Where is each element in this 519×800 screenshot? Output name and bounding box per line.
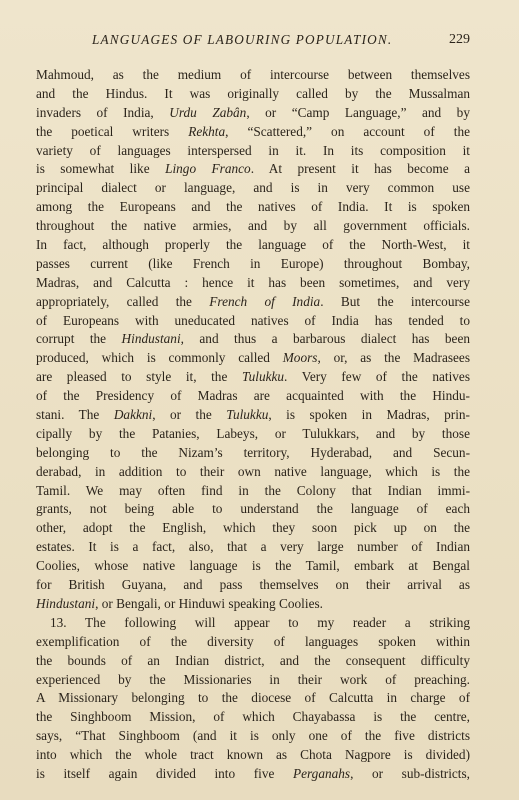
text-line: appropriately, called the French of India. But the intercourse [36,293,470,309]
text-line: is itself again divided into five Perganahs, or sub-districts, [36,765,470,781]
text-line: principal dialect or language, and is in very common use [36,180,470,196]
text-line: derabad, in addition to their own native language, which is the [36,463,470,479]
text-line: the poetical writers Rekhta, “Scattered,” on account of the [36,123,470,139]
text-line: belonging to the Nizam’s territory, Hyderabad, and Secun- [36,444,470,460]
text-line: produced, which is commonly called Moors, or, as the Madrasees [36,350,470,366]
text-line: In fact, although properly the language of the North-West, it [36,237,470,253]
text-line: of Europeans with uneducated natives of India has tended to [36,312,470,328]
text-line: is somewhat like Lingo Franco. At present it has become a [36,161,470,177]
text-line: invaders of India, Urdu Zabân, or “Camp Language,” and by [36,104,470,120]
body-text [36,66,470,784]
text-line: Coolies, whose native language is the Tamil, embark at Bengal [36,558,470,574]
text-line: says, “That Singhboom (and it is only one of the five districts [36,728,470,744]
text-line: grants, not being able to understand the language of each [36,501,470,517]
text-line: the Singhboom Mission, of which Chayabassa is the centre, [36,709,470,725]
page-number: 229 [449,32,470,47]
text-line: Hindustani, or Bengali, or Hinduwi speaking Coolies. [36,595,323,611]
text-line: the bounds of an Indian district, and the consequent difficulty [36,652,470,668]
italic-term: Dakkni [113,407,153,423]
italic-term: Moors [282,350,318,366]
text-line: Madras, and Calcutta : hence it has been sometimes, and very [36,274,470,290]
text-line: of the Presidency of Madras are acquainted with the Hindu- [36,388,470,404]
text-line: and the Hindus. It was originally called by the Mussalman [36,85,470,101]
text-line: throughout the native armies, and by all government officials. [36,218,470,234]
text-line: passes current (like French in Europe) throughout Bombay, [36,255,470,271]
text-line: Tamil. We may often find in the Colony that Indian immi- [36,482,470,498]
italic-term: Rekhta [188,123,226,139]
text-line: corrupt the Hindustani, and thus a barbarous dialect has been [36,331,470,347]
italic-term: Hindustani [36,595,96,611]
text-line: among the Europeans and the natives of India. It is spoken [36,199,470,215]
text-line: cipally by the Patanies, Labeys, or Tulukkars, and by those [36,425,470,441]
italic-term: Perganahs [292,765,351,781]
text-line: other, adopt the English, which they soon pick up on the [36,520,470,536]
text-line: for British Guyana, and pass themselves on their arrival as [36,577,470,593]
text-line: stani. The Dakkni, or the Tulukku, is spoken in Madras, prin- [36,407,470,423]
text-line: experienced by the Missionaries in their work of preaching. [36,671,470,687]
italic-term: Lingo Franco [165,161,251,177]
paragraph-13-start: 13. The following will appear to my reader a striking [50,614,470,630]
running-head [36,32,470,52]
text-line: estates. It is a fact, also, that a very large number of Indian [36,539,470,555]
text-line: are pleased to style it, the Tulukku. Very few of the natives [36,369,470,385]
running-head-title: LANGUAGES OF LABOURING POPULATION. [92,32,393,47]
text-line: into which the whole tract known as Chota Nagpore is divided) [36,747,470,763]
text-line: variety of languages interspersed in it. In its composition it [36,142,470,158]
italic-term: Tulukku [241,369,285,385]
italic-term: French of India [209,293,321,309]
italic-term: Tulukku [226,407,269,423]
text-line: exemplification of the diversity of languages spoken within [36,633,470,649]
text-line: A Missionary belonging to the diocese of Calcutta in charge of [36,690,470,706]
italic-term: Urdu Zabân [169,104,247,120]
italic-term: Hindustani [121,331,181,347]
text-line: Mahmoud, as the medium of intercourse between themselves [36,67,470,82]
